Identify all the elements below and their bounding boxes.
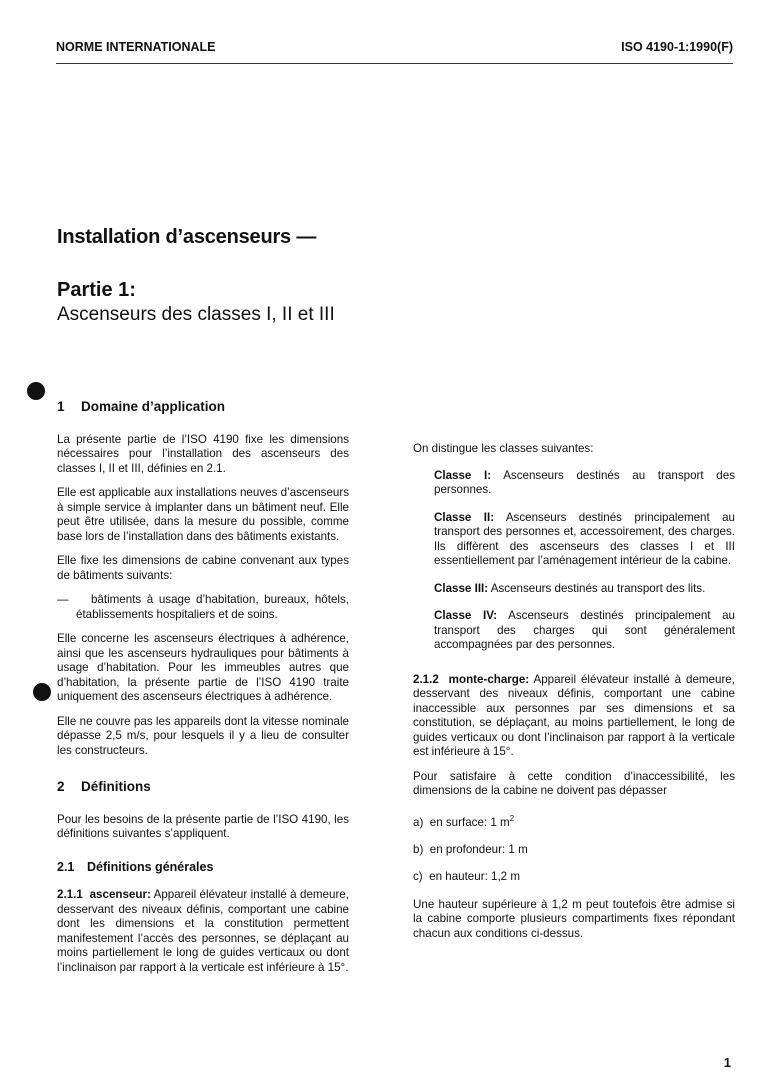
page-number: 1 [723, 1055, 731, 1070]
class-item: Classe IV: Ascenseurs destinés principalement au transport des charges qui sont généralement accompagnées par des personnes. [434, 609, 735, 651]
paragraph: Pour les besoins de la présente partie de l’ISO 4190, les définitions suivantes s’appliquent. [57, 812, 349, 840]
list-item: b) en profondeur: 1 m [413, 842, 528, 856]
paragraph: Une hauteur supérieure à 1,2 m peut toutefois être admise si la cabine comporte plusieurs compartiments fixes répondant chacun aux conditions ci-dessus. [413, 897, 735, 940]
right-column [413, 398, 735, 951]
paragraph: On distingue les classes suivantes: [413, 442, 594, 455]
subsection-2-1-heading: 2.1 Définitions générales [57, 859, 214, 874]
header-standard-number: ISO 4190-1:1990(F) [621, 40, 733, 54]
class-item: Classe I: Ascenseurs destinés au transport des personnes. [434, 468, 735, 496]
definition-monte-charge: 2.1.2 monte-charge: Appareil élévateur installé à demeure, desservant des niveaux définis, comportant une cabine inaccessible aux personnes par ses dimensions et sa constitution, se déplaçant, au moins partiellement, le long de guides verticaux ou dont l’inclinaison par rapport à la verticale est inférieure à 15°. [413, 672, 735, 758]
paragraph: Elle concerne les ascenseurs électriques à adhérence, ainsi que les ascenseurs hydrauliques pour bâtiments à usage d’habitation. Pour les immeubles autres que d’habitation, la présente partie de l’ISO 4190 traite uniquement des ascenseurs électriques à adhérence. [57, 632, 349, 703]
part-label: Partie 1: [57, 279, 136, 301]
paragraph: Elle est applicable aux installations neuves d’ascenseurs à simple service à implanter dans un bâtiment neuf. Elle peut être utilisée, dans la mesure du possible, comme base lors de l’installation dans des bâtiments existants. [57, 486, 349, 543]
paragraph: Elle ne couvre pas les appareils dont la vitesse nominale dépasse 2,5 m/s, pour lesquels il y a lieu de consulter les constructeurs. [57, 714, 349, 757]
paragraph: La présente partie de l’ISO 4190 fixe les dimensions nécessaires pour l’installation des ascenseurs des classes I, II et III, définies en 2.1. [57, 432, 349, 475]
list-item: — bâtiments à usage d’habitation, bureaux, hôtels, établissements hospitaliers et de soins. [57, 593, 349, 621]
header-standard-type: NORME INTERNATIONALE [56, 40, 216, 54]
class-item: Classe III: Ascenseurs destinés au transport des lits. [434, 581, 706, 595]
margin-bullet-marker [33, 683, 51, 701]
list-item: a) en surface: 1 $m^2$ [413, 813, 515, 829]
section-1-heading: 1 Domaine d’application [57, 399, 226, 414]
header-rule [56, 63, 733, 64]
paragraph: Pour satisfaire à cette condition d’inaccessibilité, les dimensions de la cabine ne doivent pas dépasser [413, 769, 735, 797]
paragraph: Elle fixe les dimensions de cabine convenant aux types de bâtiments suivants: [57, 554, 349, 582]
margin-bullet-marker [27, 382, 45, 400]
left-column [57, 400, 349, 985]
document-title: Installation d’ascenseurs — [57, 226, 317, 248]
class-item: Classe II: Ascenseurs destinés principalement au transport des personnes et, accessoirement, des charges. Ils diffèrent des ascenseurs des classes I et III essentiellement par l’aménagement intérieur de la cabine. [434, 510, 735, 567]
definition-ascenseur: 2.1.1 ascenseur: Appareil élévateur installé à demeure, desservant des niveaux définis, comportant une cabine dont les dimensions et la constitution permettent manifestement l’accès des personnes, se déplaçant au moins partiellement le long de guides verticaux ou dont l’inclinaison par rapport à la verticale est inférieure à 15°. [57, 888, 349, 974]
document-subtitle: Ascenseurs des classes I, II et III [57, 304, 335, 325]
section-2-heading: 2 Définitions [57, 779, 151, 794]
list-item: c) en hauteur: 1,2 m [413, 870, 521, 884]
